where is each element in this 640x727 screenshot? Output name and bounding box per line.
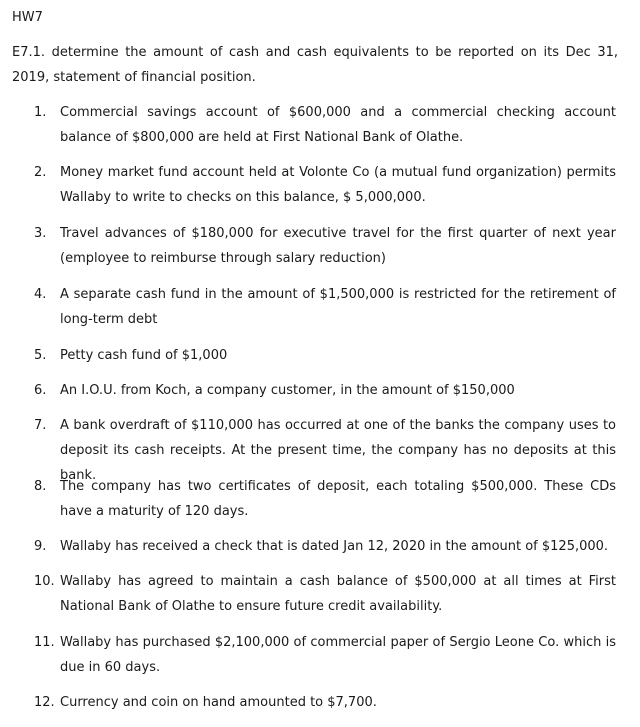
- item-number: 2.: [34, 165, 47, 180]
- item-number: 5.: [34, 348, 47, 363]
- item-number: 10.: [34, 574, 55, 589]
- item-text: Petty cash fund of $1,000: [60, 348, 228, 363]
- item-text: A bank overdraft of $110,000 has occurred at one of the banks the company uses to deposit its cash receipts. At the present time, the company has no deposits at this bank.: [60, 418, 616, 483]
- item-text: Wallaby has received a check that is dated Jan 12, 2020 in the amount of $125,000.: [60, 539, 609, 554]
- item-text: Currency and coin on hand amounted to $7,700.: [60, 695, 377, 710]
- exercise-intro: E7.1. determine the amount of cash and cash equivalents to be reported on its Dec 31, 2019, statement of financial position.: [12, 45, 618, 85]
- item-text: A separate cash fund in the amount of $1,500,000 is restricted for the retirement of long-term debt: [60, 287, 616, 327]
- item-text: Commercial savings account of $600,000 and a commercial checking account balance of $800,000 are held at First National Bank of Olathe.: [60, 105, 616, 145]
- item-number: 9.: [34, 539, 47, 554]
- item-number: 8.: [34, 479, 47, 494]
- item-number: 1.: [34, 105, 47, 120]
- item-text: Wallaby has agreed to maintain a cash balance of $500,000 at all times at First National Bank of Olathe to ensure future credit availability.: [60, 574, 616, 614]
- item-text: Wallaby has purchased $2,100,000 of commercial paper of Sergio Leone Co. which is due in 60 days.: [60, 635, 616, 675]
- item-text: Money market fund account held at Volonte Co (a mutual fund organization) permits Wallaby to write to checks on this balance, $ 5,000,000.: [60, 165, 616, 205]
- item-number: 11.: [34, 635, 55, 650]
- item-text: The company has two certificates of deposit, each totaling $500,000. These CDs have a maturity of 120 days.: [60, 479, 616, 519]
- item-number: 12.: [34, 695, 55, 710]
- item-number: 4.: [34, 287, 47, 302]
- item-text: An I.O.U. from Koch, a company customer, in the amount of $150,000: [60, 383, 515, 398]
- item-text: Travel advances of $180,000 for executive travel for the first quarter of next year (employee to reimburse through salary reduction): [60, 226, 616, 266]
- item-number: 7.: [34, 418, 47, 433]
- item-number: 6.: [34, 383, 47, 398]
- item-number: 3.: [34, 226, 47, 241]
- document-title: HW7: [12, 10, 43, 25]
